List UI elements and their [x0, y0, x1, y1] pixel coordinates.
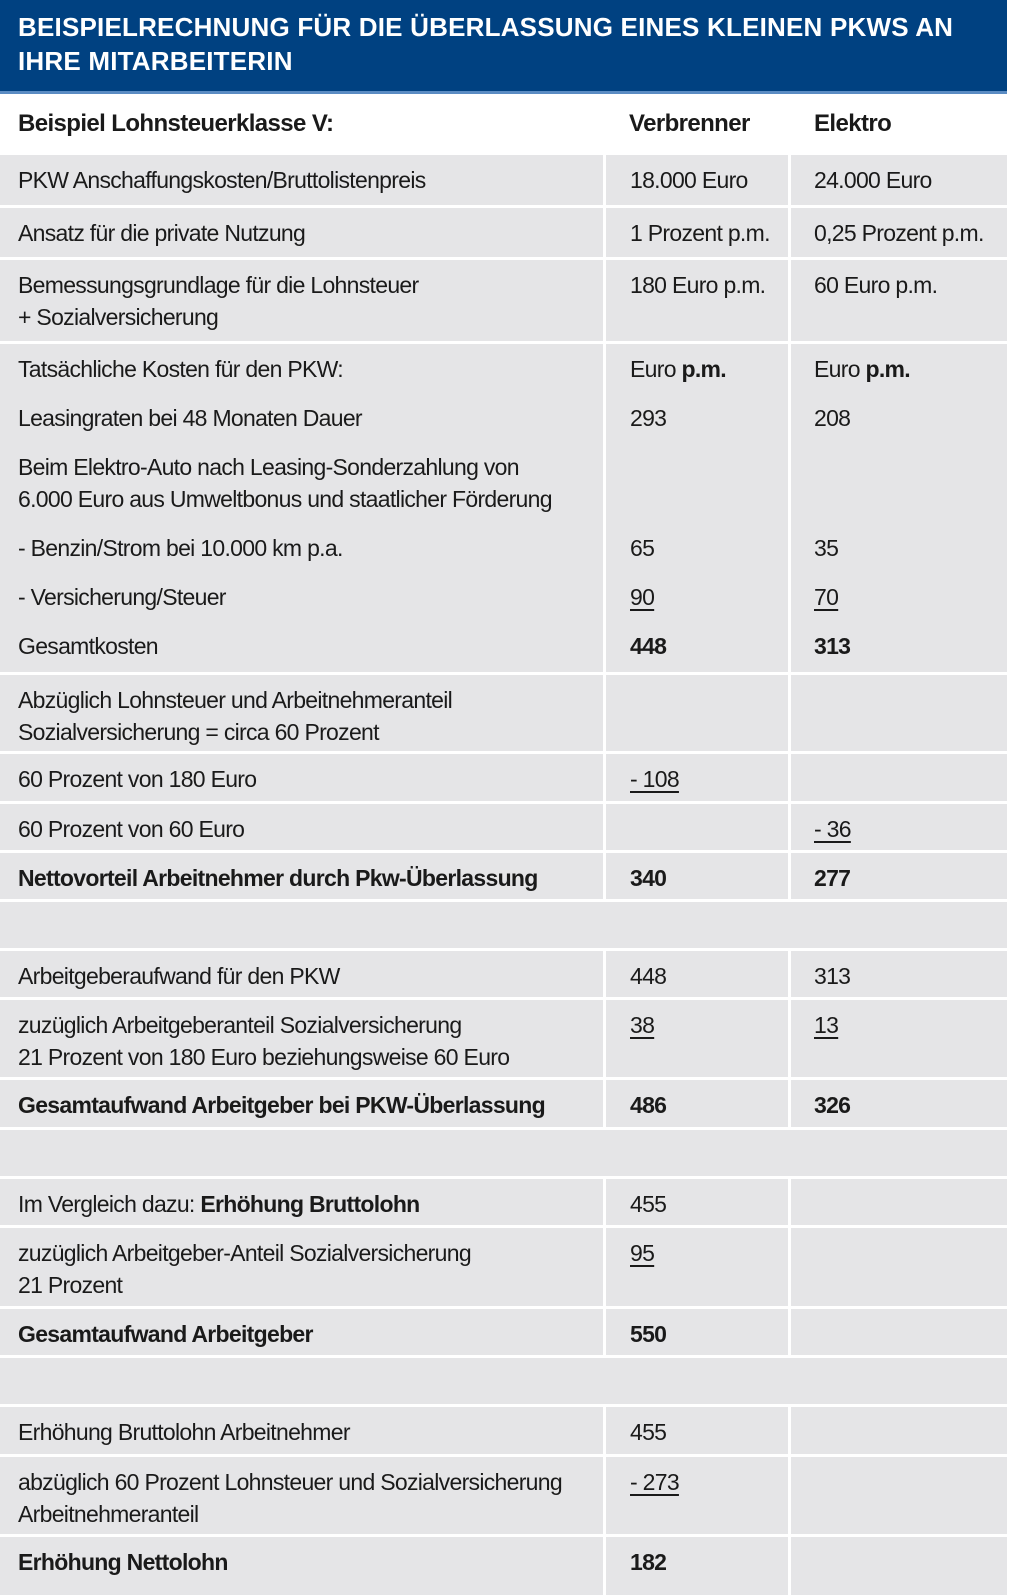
- value-elektro: [791, 1457, 1007, 1534]
- value-elektro: 208: [814, 405, 851, 431]
- value-elektro: 277: [791, 853, 1007, 899]
- value-verbrenner: - 273: [630, 1469, 679, 1495]
- table-header: [0, 94, 1007, 155]
- value-verbrenner: 550: [606, 1309, 788, 1355]
- value-elektro: 13: [814, 1012, 839, 1038]
- table-row: [0, 1306, 1007, 1355]
- table-row: [0, 155, 1007, 205]
- value-elektro: [791, 1179, 1007, 1225]
- row-label: [0, 675, 603, 751]
- row-label-line: + Sozialversicherung: [18, 304, 219, 330]
- table-row: [0, 1404, 1007, 1454]
- value-verbrenner: - 108: [630, 766, 679, 792]
- value-elektro: 0,25 Prozent p.m.: [791, 208, 1007, 257]
- value-elektro: 60 Euro p.m.: [791, 260, 1007, 341]
- cost-block: [0, 341, 1007, 672]
- unit-text: Euro: [814, 356, 860, 382]
- row-label: PKW Anschaffungskosten/Bruttolistenpreis: [0, 155, 603, 205]
- row-label: Gesamtaufwand Arbeitgeber: [0, 1309, 603, 1355]
- row-label: 60 Prozent von 180 Euro: [0, 754, 603, 801]
- value-verbrenner: 448: [606, 951, 788, 997]
- value-verbrenner: 18.000 Euro: [606, 155, 788, 205]
- unit-period: p.m.: [865, 356, 910, 382]
- row-label-line: zuzüglich Arbeitgeberanteil Sozialversicherung: [18, 1012, 462, 1038]
- value-verbrenner: 65: [630, 535, 655, 561]
- cost-labels: [0, 344, 603, 672]
- comparison-table: [0, 155, 1007, 1595]
- table-row: [0, 751, 1007, 801]
- value-verbrenner: 486: [606, 1080, 788, 1127]
- column-header-elektro: Elektro: [814, 110, 892, 137]
- row-label: Gesamtkosten: [18, 633, 158, 659]
- spacer-row: [0, 899, 1007, 948]
- value-elektro: 313: [814, 633, 851, 659]
- value-verbrenner: 95: [630, 1240, 655, 1266]
- value-verbrenner: [606, 804, 788, 850]
- value-verbrenner: 448: [630, 633, 667, 659]
- value-verbrenner: 293: [630, 405, 667, 431]
- row-label: [0, 260, 603, 341]
- cost-values-elektro: [791, 344, 1007, 672]
- row-label: Nettovorteil Arbeitnehmer durch Pkw-Überlassung: [0, 853, 603, 899]
- table-row: [0, 850, 1007, 899]
- value-elektro: [791, 675, 1007, 751]
- value-elektro: [791, 754, 1007, 801]
- value-verbrenner: 455: [606, 1179, 788, 1225]
- table-row: [0, 801, 1007, 850]
- spacer-row: [0, 1127, 1007, 1176]
- column-header-verbrenner: Verbrenner: [629, 110, 750, 137]
- table-row: [0, 1077, 1007, 1127]
- value-elektro: 24.000 Euro: [791, 155, 1007, 205]
- value-elektro: [791, 1537, 1007, 1595]
- row-label-line: 21 Prozent: [18, 1272, 123, 1298]
- value-elektro: 326: [791, 1080, 1007, 1127]
- row-label-line: Arbeitnehmeranteil: [18, 1501, 199, 1527]
- spacer-row: [0, 1355, 1007, 1404]
- title-banner: [0, 0, 1007, 94]
- row-label: Leasingraten bei 48 Monaten Dauer: [18, 405, 362, 431]
- value-verbrenner: 340: [606, 853, 788, 899]
- header-label: Beispiel Lohnsteuerklasse V:: [18, 110, 334, 137]
- row-label: [0, 1179, 603, 1225]
- page-title: BEISPIELRECHNUNG FÜR DIE ÜBERLASSUNG EINES KLEINEN PKWS AN IHRE MITARBEITERIN: [18, 12, 954, 76]
- table-row: [0, 1454, 1007, 1534]
- table-row: [0, 672, 1007, 751]
- value-elektro: 313: [791, 951, 1007, 997]
- row-label-line: zuzüglich Arbeitgeber-Anteil Sozialversicherung: [18, 1240, 471, 1266]
- value-verbrenner: 455: [606, 1407, 788, 1454]
- value-elektro: [791, 1309, 1007, 1355]
- table-row: [0, 1176, 1007, 1225]
- row-label-line: Bemessungsgrundlage für die Lohnsteuer: [18, 272, 419, 298]
- value-verbrenner: 180 Euro p.m.: [606, 260, 788, 341]
- row-label-line: 6.000 Euro aus Umweltbonus und staatlicher Förderung: [18, 486, 552, 512]
- unit-label: [630, 353, 788, 402]
- row-label: Erhöhung Bruttolohn Arbeitnehmer: [0, 1407, 603, 1454]
- cost-values-verbrenner: [606, 344, 788, 672]
- row-label: - Versicherung/Steuer: [18, 584, 226, 610]
- unit-label: [814, 353, 1007, 402]
- row-label-line: Sozialversicherung = circa 60 Prozent: [18, 719, 379, 745]
- value-elektro: [791, 1228, 1007, 1306]
- row-label-emphasis: Erhöhung Bruttolohn: [200, 1191, 420, 1217]
- value-elektro: - 36: [814, 816, 851, 842]
- value-elektro: 70: [814, 584, 839, 610]
- row-label-line: Abzüglich Lohnsteuer und Arbeitnehmeranteil: [18, 687, 453, 713]
- table-row: [0, 205, 1007, 257]
- table-row: [0, 257, 1007, 341]
- row-label: Tatsächliche Kosten für den PKW:: [18, 356, 343, 382]
- row-label: Arbeitgeberaufwand für den PKW: [0, 951, 603, 997]
- unit-period: p.m.: [681, 356, 726, 382]
- unit-text: Euro: [630, 356, 676, 382]
- row-label: 60 Prozent von 60 Euro: [0, 804, 603, 850]
- value-elektro: 35: [814, 535, 839, 561]
- row-label-line: 21 Prozent von 180 Euro beziehungsweise 60 Euro: [18, 1044, 510, 1070]
- value-verbrenner: 90: [630, 584, 655, 610]
- row-label: [0, 1000, 603, 1077]
- table-row: [0, 948, 1007, 997]
- row-label: Erhöhung Nettolohn: [0, 1537, 603, 1595]
- value-verbrenner: 38: [630, 1012, 655, 1038]
- row-label-prefix: Im Vergleich dazu:: [18, 1191, 195, 1217]
- value-verbrenner: 182: [606, 1537, 788, 1595]
- row-label: [0, 1228, 603, 1306]
- row-label: [0, 1457, 603, 1534]
- row-label: Ansatz für die private Nutzung: [0, 208, 603, 257]
- row-label: - Benzin/Strom bei 10.000 km p.a.: [18, 535, 343, 561]
- table-row: [0, 997, 1007, 1077]
- row-label-line: Beim Elektro-Auto nach Leasing-Sonderzahlung von: [18, 454, 519, 480]
- row-label-line: abzüglich 60 Prozent Lohnsteuer und Sozialversicherung: [18, 1469, 562, 1495]
- table-row: [0, 1225, 1007, 1306]
- value-elektro: [791, 1407, 1007, 1454]
- value-verbrenner: [606, 675, 788, 751]
- row-label: Gesamtaufwand Arbeitgeber bei PKW-Überlassung: [0, 1080, 603, 1127]
- value-verbrenner: 1 Prozent p.m.: [606, 208, 788, 257]
